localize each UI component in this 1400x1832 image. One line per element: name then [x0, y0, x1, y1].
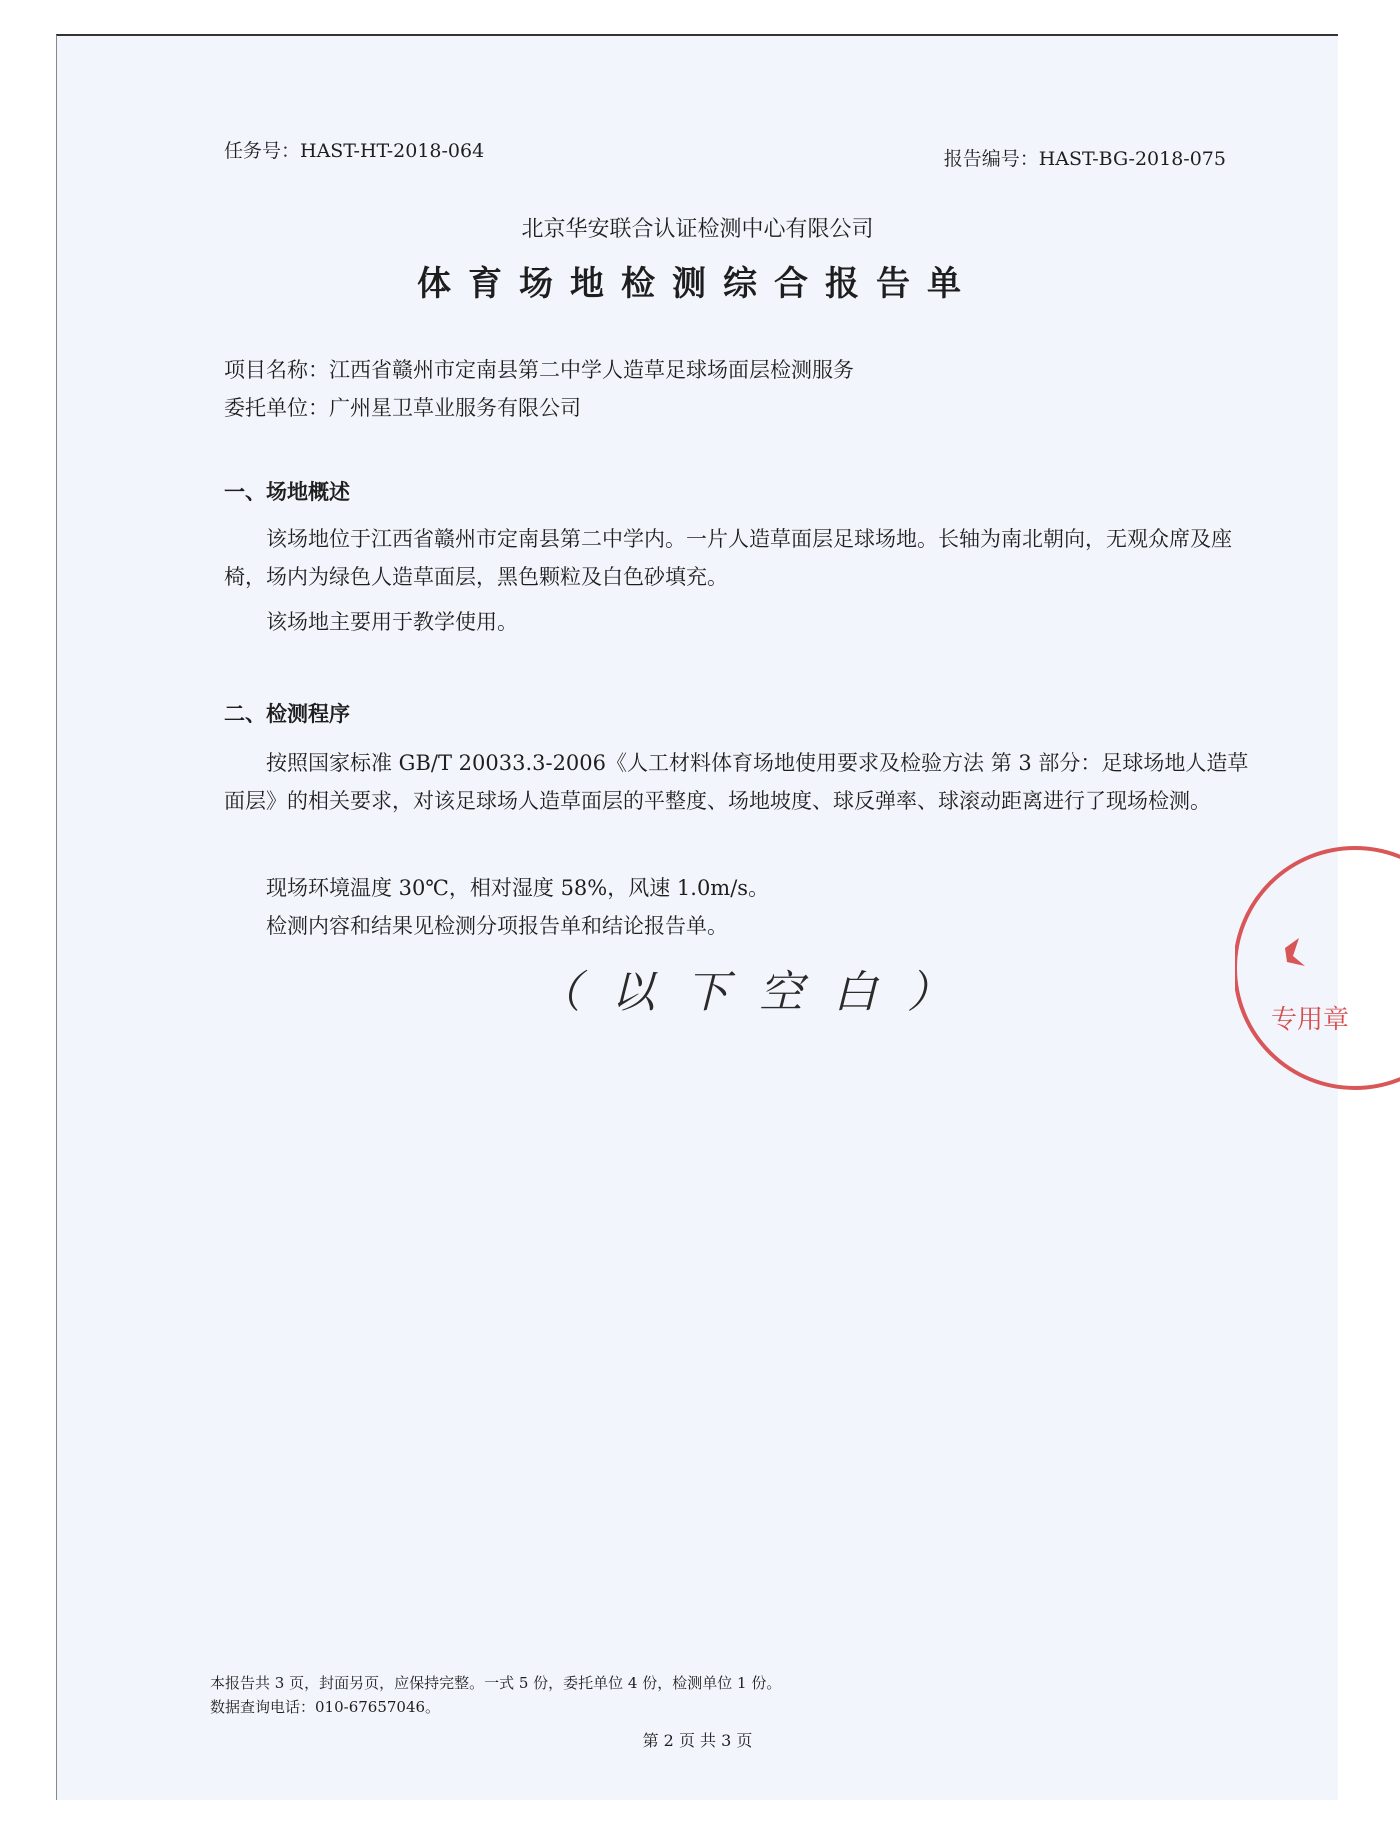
section-1-paragraph: 该场地位于江西省赣州市定南县第二中学内。一片人造草面层足球场地。长轴为南北朝向，无观众席及座椅，场内为绿色人造草面层，黑色颗粒及白色砂填充。 — [224, 527, 1232, 589]
footer-note: 本报告共 3 页，封面另页，应保持完整。一式 5 份，委托单位 4 份，检测单位 1 份。 — [210, 1674, 782, 1692]
report-title: 体育场地检测综合报告单 — [417, 264, 978, 304]
client-name: 委托单位：广州星卫草业服务有限公司 — [224, 396, 581, 420]
report-number: 报告编号：HAST-BG-2018-075 — [943, 148, 1226, 170]
report-page — [56, 34, 1350, 1800]
results-reference: 检测内容和结果见检测分项报告单和结论报告单。 — [266, 914, 728, 938]
section-1-heading: 一、场地概述 — [224, 479, 350, 504]
page-number: 第 2 页 共 3 页 — [642, 1731, 753, 1750]
blank-below-mark: （以下空白） — [537, 967, 981, 1018]
section-2-paragraph: 按照国家标准 GB/T 20033.3-2006《人工材料体育场地使用要求及检验方法 第 3 部分：足球场地人造草面层》的相关要求，对该足球场人造草面层的平整度、场地坡度、球反弹率、球滚动距离进行了现场检测。 — [224, 751, 1249, 813]
company-name: 北京华安联合认证检测中心有限公司 — [521, 217, 874, 242]
official-stamp — [1235, 828, 1400, 1108]
section-1-usage: 该场地主要用于教学使用。 — [266, 610, 518, 634]
stamp-text: 专用章 — [1271, 1004, 1350, 1034]
environment-conditions: 现场环境温度 30℃，相对湿度 58%，风速 1.0m/s。 — [266, 876, 770, 900]
task-number: 任务号：HAST-HT-2018-064 — [224, 140, 485, 162]
section-2-heading: 二、检测程序 — [224, 701, 350, 726]
project-name: 项目名称：江西省赣州市定南县第二中学人造草足球场面层检测服务 — [224, 358, 854, 382]
footer-phone: 数据查询电话：010-67657046。 — [210, 1698, 441, 1716]
